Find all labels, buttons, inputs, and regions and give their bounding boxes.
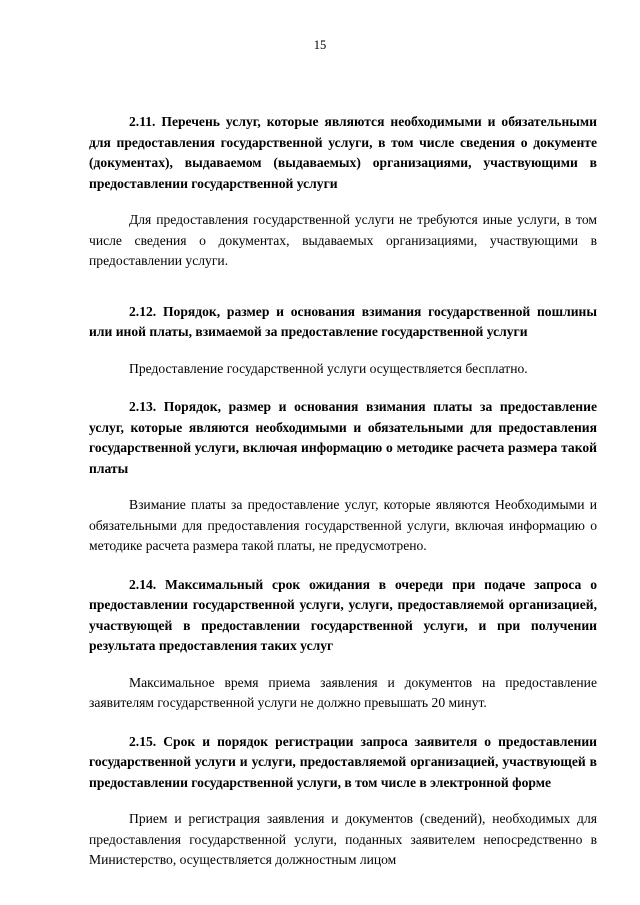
section-heading-2-12: 2.12. Порядок, размер и основания взимания государственной пошлины или иной платы, взимаемой за предоставление государственной услуги — [89, 303, 597, 339]
section-heading-2-14: 2.14. Максимальный срок ожидания в очереди при подаче запроса о предоставлении государственной услуги, услуги, предоставляемой организацией, участвующей в предоставлении государственной услуги, и при получении результата предоставления таких услуг — [89, 576, 597, 653]
section-body-2-14: Максимальное время приема заявления и документов на предоставление заявителям государственной услуги не должно превышать 20 минут. — [89, 674, 597, 710]
document-content — [89, 112, 597, 871]
section-heading-2-15: 2.15. Срок и порядок регистрации запроса заявителя о предоставлении государственной услуги и услуги, предоставляемой организацией, участвующей в предоставлении государственной услуги, в том числе в электронной форме — [89, 733, 597, 790]
page-number: 15 — [313, 38, 327, 52]
section-body-2-11: Для предоставления государственной услуги не требуются иные услуги, в том числе сведения о документах, выдаваемых организациями, участвующими в предоставлении услуги. — [89, 212, 597, 268]
section-heading-2-13: 2.13. Порядок, размер и основания взимания платы за предоставление услуг, которые являются необходимыми и обязательными для предоставления государственной услуги, включая информацию о методике расчета размера такой платы — [89, 399, 597, 476]
section-body-2-13: Взимание платы за предоставление услуг, которые являются Необходимыми и обязательными для предоставления государственной услуги, включая информацию о методике расчета размера такой платы, не предусмотрено. — [89, 497, 597, 553]
section-body-2-12: Предоставление государственной услуги осуществляется бесплатно. — [129, 360, 528, 376]
section-body-2-15: Прием и регистрация заявления и документов (сведений), необходимых для предоставления государственной услуги, поданных заявителем непосредственно в Министерство, осуществляется должностным лицом — [89, 811, 597, 867]
section-heading-2-11: 2.11. Перечень услуг, которые являются необходимыми и обязательными для предоставления государственной услуги, в том числе сведения о документе (документах), выдаваемом (выдаваемых) организациями, участвующими в предоставлении государственной услуги — [89, 114, 597, 191]
